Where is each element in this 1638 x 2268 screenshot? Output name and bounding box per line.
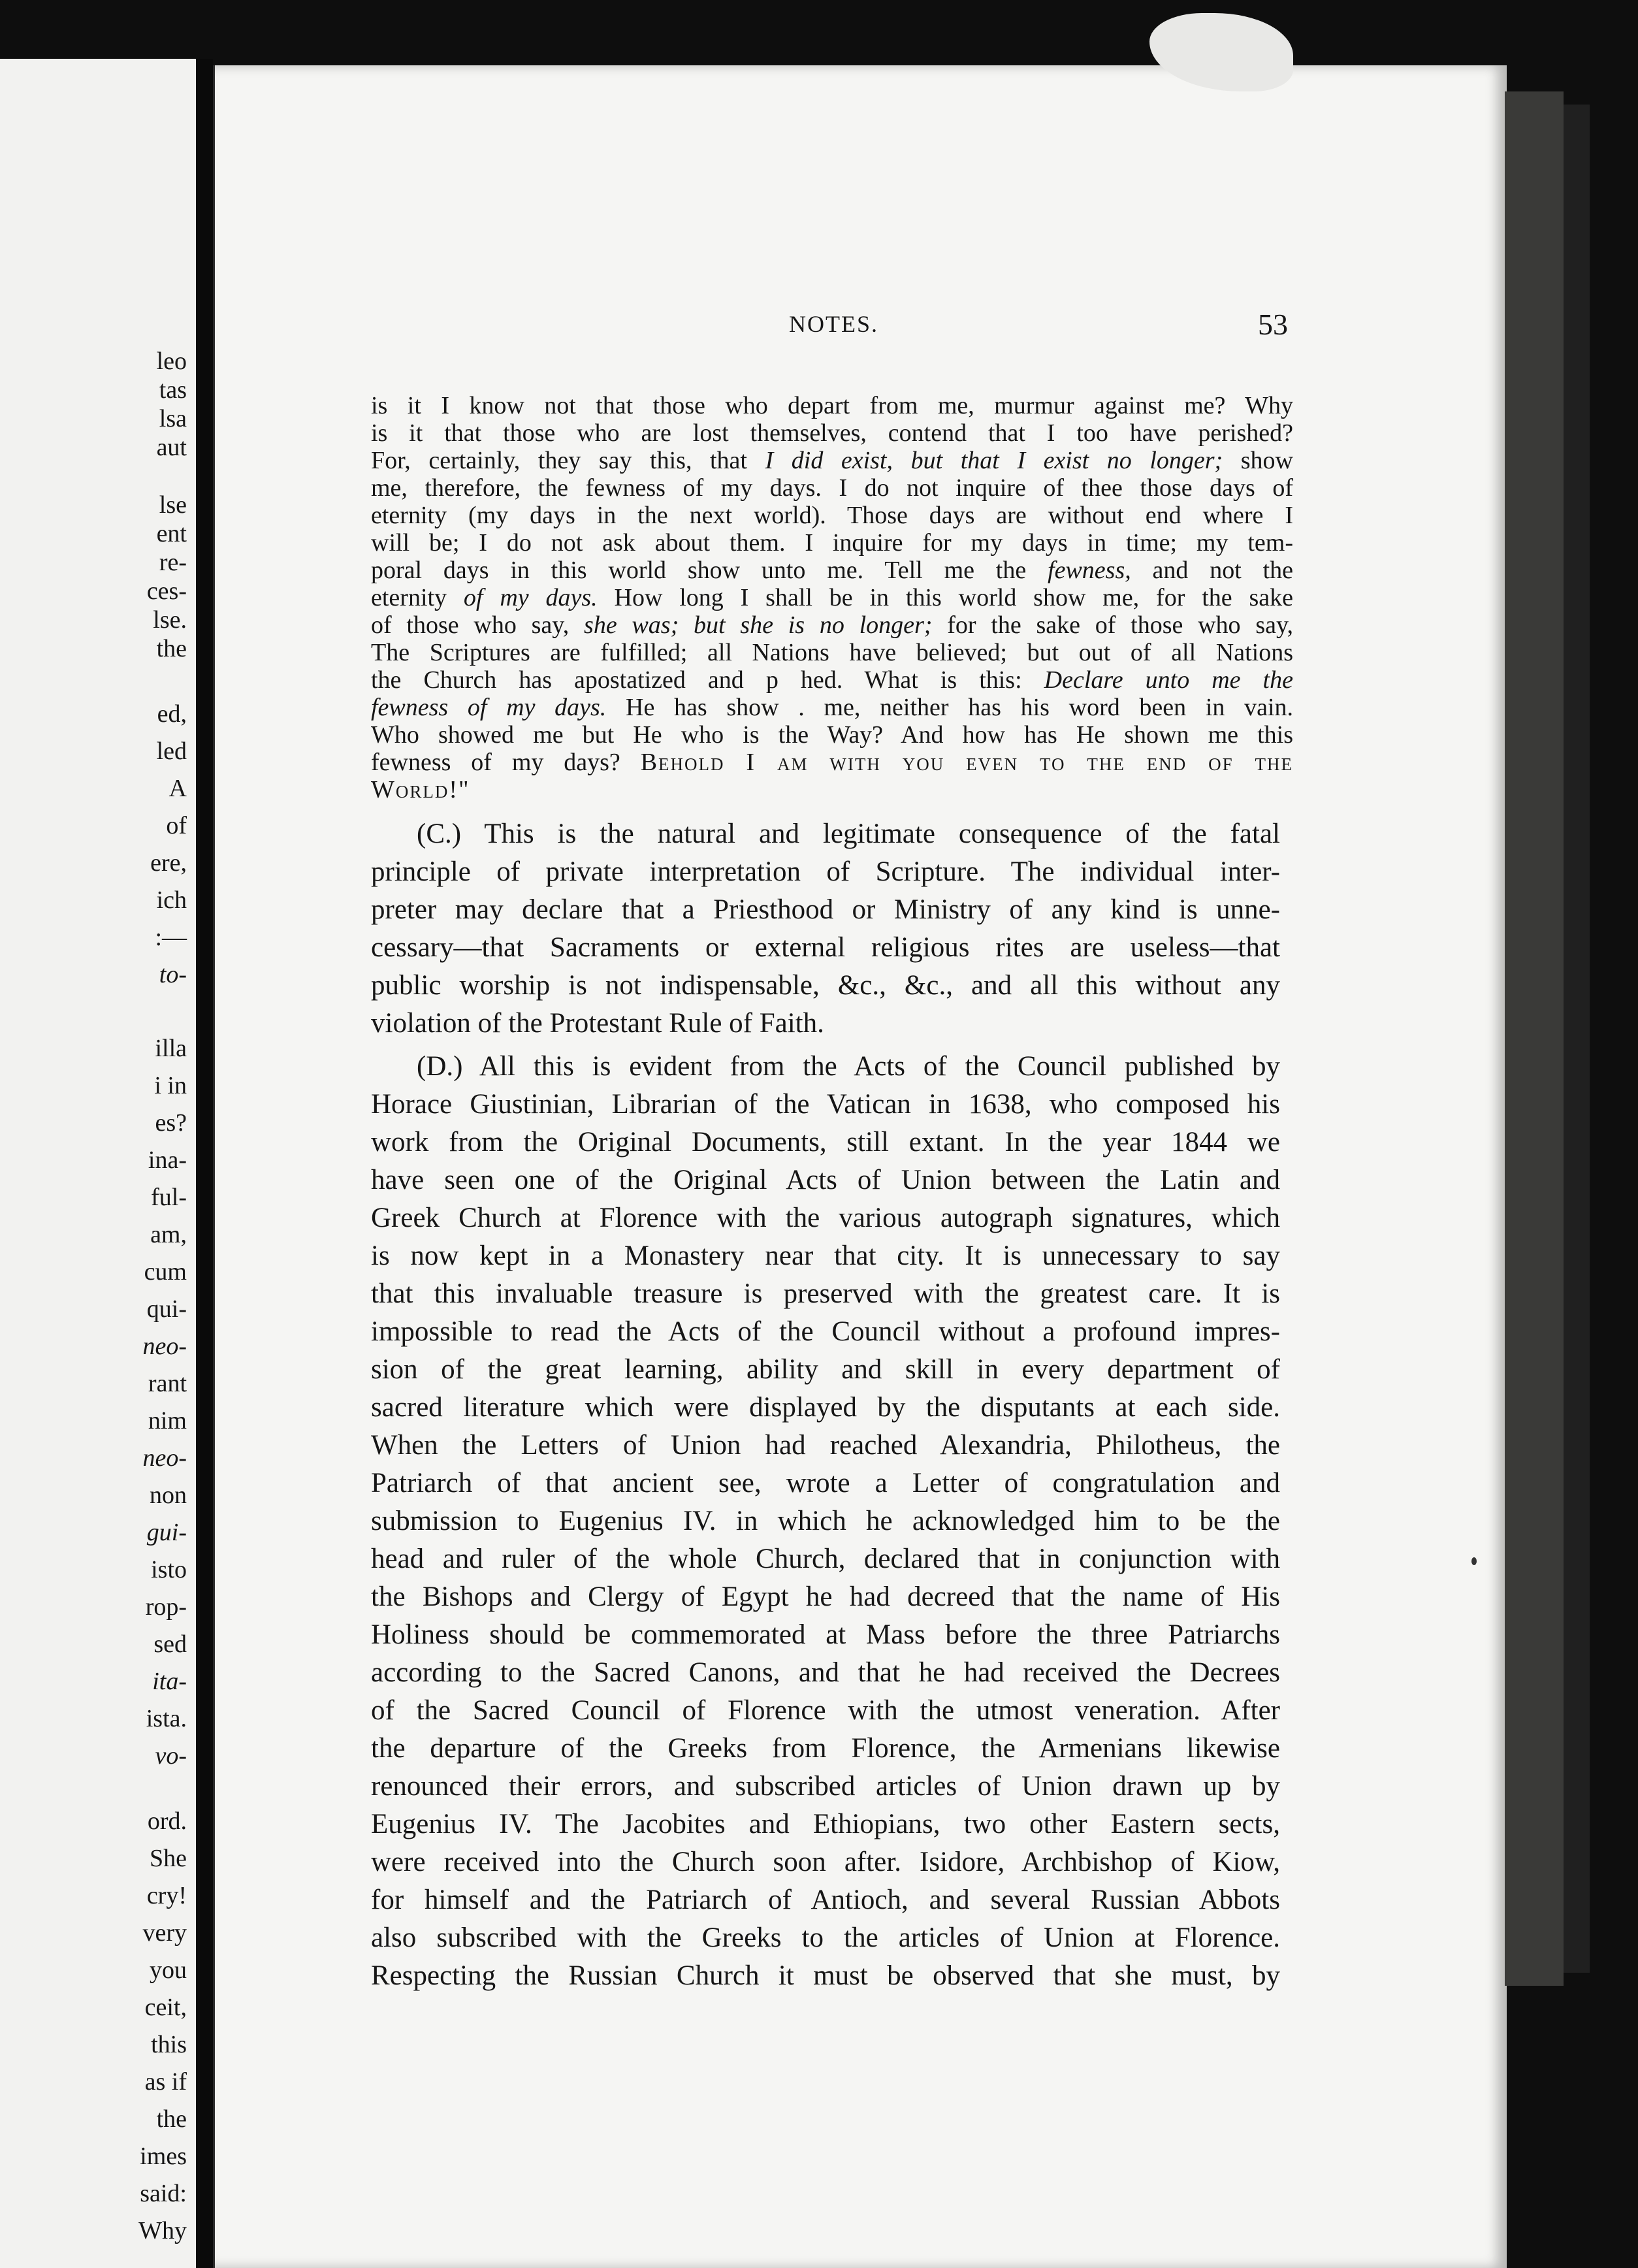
note-d-line: Horace Giustinian, Librarian of the Vatican in 1638, who composed his [371, 1089, 1280, 1120]
left-text: ceit, [144, 1994, 187, 2021]
note-d-line: head and ruler of the whole Church, declared that in conjunction with [371, 1544, 1280, 1574]
ink-speck [1471, 1557, 1477, 1565]
left-text: i in [154, 1072, 187, 1099]
note-d-line: the Bishops and Clergy of Egypt he had decreed that the name of His [371, 1581, 1280, 1612]
left-text: ed, [157, 700, 187, 728]
quote-line: World!" [371, 776, 470, 803]
left-text: the [156, 2105, 187, 2133]
left-text: :— [155, 924, 187, 951]
note-d-line: is now kept in a Monastery near that city. It is unnecessary to say [371, 1240, 1280, 1271]
note-d-line: also subscribed with the Greeks to the articles of Union at Florence. [371, 1922, 1280, 1953]
left-text: to- [159, 961, 187, 988]
quote-line: The Scriptures are fulfilled; all Nations have believed; but out of all Nations [371, 639, 1293, 666]
quote-line: is it I know not that those who depart from me, murmur against me? Why [371, 392, 1293, 419]
running-header: NOTES. [789, 311, 878, 337]
left-text: ere, [150, 849, 187, 877]
left-text: as if [144, 2068, 187, 2096]
note-d-line: that this invaluable treasure is preserved with the greatest care. It is [371, 1278, 1280, 1309]
left-text: qui- [146, 1295, 187, 1323]
quote-line: me, therefore, the fewness of my days. I do not inquire of thee those days of [371, 474, 1293, 502]
quote-line: of those who say, she was; but she is no longer; for the sake of those who say, [371, 611, 1294, 639]
left-text: es? [155, 1109, 187, 1137]
page-number: 53 [1258, 308, 1288, 341]
left-text: ista. [146, 1705, 187, 1732]
note-d-line: renounced their errors, and subscribed articles of Union drawn up by [371, 1771, 1280, 1802]
note-d-line: of the Sacred Council of Florence with the utmost veneration. After [371, 1695, 1280, 1726]
note-d-line: Patriarch of that ancient see, wrote a Letter of congratulation and [371, 1468, 1280, 1498]
left-text: ita- [152, 1668, 187, 1695]
note-c-line: public worship is not indispensable, &c., &c., and all this without any [371, 970, 1280, 1001]
left-text: non [150, 1482, 187, 1509]
note-c-line: principle of private interpretation of Scripture. The individual inter- [371, 856, 1280, 887]
note-d-line: sacred literature which were displayed by the disputants at each side. [371, 1392, 1280, 1423]
left-text: nim [148, 1407, 187, 1434]
note-c-line: preter may declare that a Priesthood or Ministry of any kind is unne- [371, 894, 1280, 925]
note-c-line: cessary—that Sacraments or external religious rites are useless—that [371, 932, 1280, 963]
note-d-line: were received into the Church soon after. Isidore, Archbishop of Kiow, [371, 1847, 1280, 1877]
left-text: ich [156, 886, 187, 914]
left-text: neo- [142, 1333, 187, 1360]
note-d-line: Holiness should be commemorated at Mass before the three Patriarchs [371, 1619, 1280, 1650]
left-text: the [156, 635, 187, 662]
left-text: ful- [151, 1184, 187, 1211]
left-text: cum [144, 1258, 187, 1286]
left-text: vo- [155, 1742, 187, 1770]
quote-line: the Church has apostatized and p hed. What is this: Declare unto me the [371, 666, 1293, 694]
quote-line: will be; I do not ask about them. I inquire for my days in time; my tem- [371, 529, 1293, 557]
note-d-line: submission to Eugenius IV. in which he acknowledged him to be the [371, 1506, 1280, 1536]
note-d-line: Respecting the Russian Church it must be observed that she must, by [371, 1960, 1280, 1991]
left-text: rant [148, 1370, 187, 1397]
left-text: leo [156, 348, 187, 375]
left-text: of [166, 812, 187, 839]
book-gutter [196, 59, 213, 2268]
left-text: lse [159, 491, 187, 519]
left-text: sed [153, 1630, 187, 1658]
left-text: re- [159, 549, 187, 576]
note-d-line: Eugenius IV. The Jacobites and Ethiopians, two other Eastern sects, [371, 1809, 1280, 1839]
note-d-line: according to the Sacred Canons, and that he had received the Decrees [371, 1657, 1280, 1688]
note-d-line: the departure of the Greeks from Florence, the Armenians likewise [371, 1733, 1280, 1764]
left-text: ces- [146, 577, 187, 605]
left-text: ord. [147, 1807, 187, 1835]
left-text: lsa [159, 405, 187, 432]
quote-line: eternity of my days. How long I shall be in this world show me, for the sake [371, 584, 1293, 611]
left-text: am, [150, 1221, 187, 1248]
quote-line: is it that those who are lost themselves, contend that I too have perished? [371, 419, 1293, 447]
left-text: ina- [148, 1146, 187, 1174]
note-d-line: Greek Church at Florence with the various autograph signatures, which [371, 1203, 1280, 1233]
quote-line: fewness of my days. He has show . me, neither has his word been in vain. [371, 694, 1294, 721]
note-d-line: work from the Original Documents, still extant. In the year 1844 we [371, 1127, 1280, 1158]
note-d-line: sion of the great learning, ability and skill in every department of [371, 1354, 1280, 1385]
left-text: tas [159, 376, 187, 404]
note-d-line: When the Letters of Union had reached Alexandria, Philotheus, the [371, 1430, 1280, 1461]
note-c-line: violation of the Protestant Rule of Faith. [371, 1008, 824, 1039]
note-c-line: (C.) This is the natural and legitimate consequence of the fatal [417, 818, 1280, 849]
left-text: aut [156, 434, 187, 461]
quote-line: For, certainly, they say this, that I did exist, but that I exist no longer; show [371, 447, 1293, 474]
left-text: A [169, 775, 187, 802]
note-d-line: impossible to read the Acts of the Council without a profound impres- [371, 1316, 1280, 1347]
note-d-line: (D.) All this is evident from the Acts of the Council published by [417, 1051, 1280, 1082]
left-text: gui- [146, 1519, 187, 1546]
left-text: illa [155, 1035, 187, 1062]
quote-line: poral days in this world show unto me. Tell me the fewness, and not the [371, 557, 1293, 584]
quote-line: eternity (my days in the next world). Those days are without end where I [371, 502, 1293, 529]
left-text: She [150, 1845, 187, 1872]
left-text: this [151, 2031, 187, 2058]
left-text: neo- [142, 1444, 187, 1472]
note-d-line: for himself and the Patriarch of Antioch, and several Russian Abbots [371, 1885, 1280, 1915]
left-text: very [142, 1919, 187, 1947]
left-text: cry! [146, 1882, 187, 1909]
left-text: said: [140, 2180, 187, 2207]
left-text: lse. [153, 606, 187, 634]
left-page-fragment [0, 59, 196, 2268]
page-edge [1505, 91, 1564, 1986]
note-d-line: have seen one of the Original Acts of Union between the Latin and [371, 1165, 1280, 1195]
page-edge-shadow [1564, 105, 1590, 1973]
quote-line: Who showed me but He who is the Way? And how has He shown me this [371, 721, 1293, 749]
left-text: you [150, 1956, 187, 1984]
left-text: Why [138, 2217, 187, 2244]
left-text: rop- [145, 1593, 187, 1621]
left-text: ent [156, 520, 187, 547]
left-text: led [156, 737, 187, 765]
left-text: isto [151, 1556, 187, 1583]
left-text: imes [140, 2143, 187, 2170]
quote-line: fewness of my days? Behold I am with you even to the end of the [371, 749, 1293, 776]
